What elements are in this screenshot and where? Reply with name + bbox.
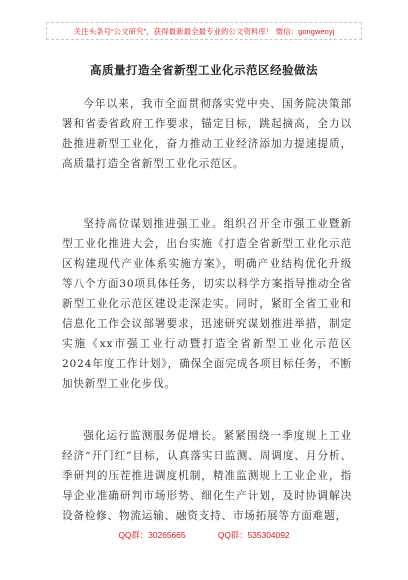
footer-contact <box>0 529 408 541</box>
promo-text: 关注头条号“公文研究”，获得最新最全最专业的公文资料库！ 微信：gongwenyj <box>73 26 335 36</box>
qq-group-2: QQ群：535304092 <box>217 530 290 540</box>
promo-banner <box>46 22 362 40</box>
paragraph: 坚持高位谋划推进强工业。组织召开全市强工业暨新型工业化推进大会，出台实施《打造全省新型工业化示范区构建现代产业体系实施方案》，明确产业结构优化升级等八个方面30项具体任务，切实以科学方案指导推动全省新型工业化示范区建设走深走实。同时，紧盯全省工业和信息化工作会议部署要求，迅速研究谋划推进举措，制定实施《xx市强工业行动暨打造全省新型工业化示范区2024年度工作计划》，确保全面完成各项目标任务，不断加快新型工业化步伐。 <box>62 218 352 390</box>
qq-group-1: QQ群：30265665 <box>118 530 186 540</box>
paragraph: 强化运行监测服务促增长。紧紧围绕一季度规上工业经济“开门红”目标，认真落实日监测、周调度、月分析、季研判的压茬推进调度机制，精准监测规上工业企业，指导企业准确研判市场形势、细化生产计划，及时协调解决设备检修、物流运输、融资支持、市场拓展等方面难题， <box>62 430 352 522</box>
paragraph: 今年以来，我市全面贯彻落实党中央、国务院决策部署和省委省政府工作要求，锚定目标，跳起摘高，全力以赴推进新型工业化，奋力推动工业经济添加力提速提质，高质量打造全省新型工业化示范区。 <box>62 98 352 170</box>
document-title: 高质量打造全省新型工业化示范区经验做法 <box>90 63 318 77</box>
